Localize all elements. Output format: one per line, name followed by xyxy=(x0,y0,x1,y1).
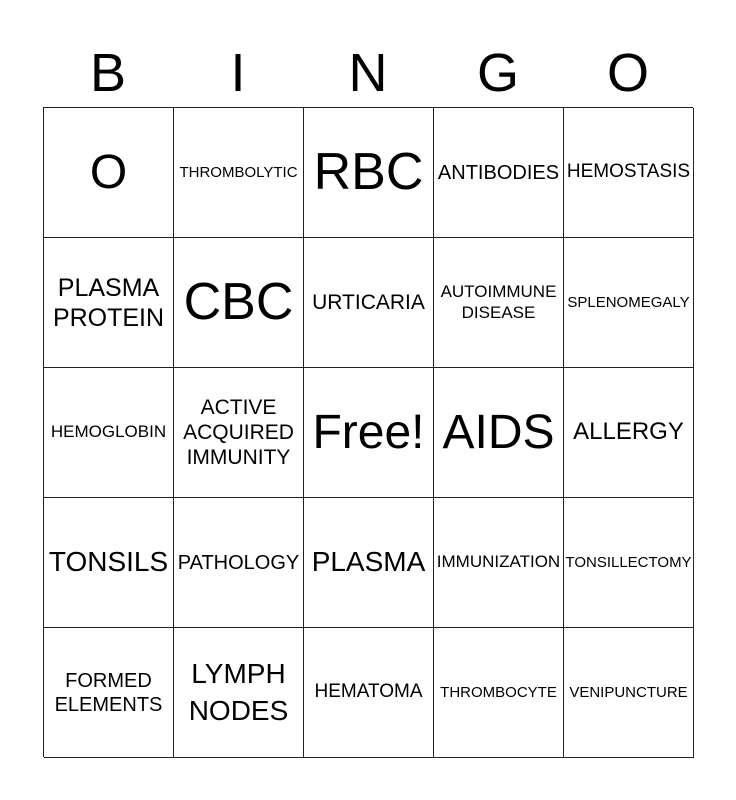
header-letter-n: N xyxy=(348,43,388,103)
bingo-cell-r4-c5[interactable]: TONSILLECTOMY xyxy=(564,498,694,628)
header-letter-b: B xyxy=(89,43,127,103)
bingo-cell-r5-c2[interactable]: LYMPH NODES xyxy=(174,628,304,758)
bingo-cell-r2-c1[interactable]: PLASMA PROTEIN xyxy=(44,238,174,368)
bingo-cell-r4-c1[interactable]: TONSILS xyxy=(44,498,174,628)
bingo-cell-r4-c2[interactable]: PATHOLOGY xyxy=(174,498,304,628)
header-letter-o: O xyxy=(606,43,649,103)
header-letter-g: G xyxy=(476,43,519,103)
bingo-cell-r1-c5[interactable]: HEMOSTASIS xyxy=(564,108,694,238)
bingo-cell-r5-c4[interactable]: THROMBOCYTE xyxy=(434,628,564,758)
bingo-cell-r2-c2[interactable]: CBC xyxy=(174,238,304,368)
header-letter-i: I xyxy=(230,43,246,103)
bingo-cell-r3-c4[interactable]: AIDS xyxy=(434,368,564,498)
bingo-cell-r2-c5[interactable]: SPLENOMEGALY xyxy=(564,238,694,368)
bingo-cell-r4-c3[interactable]: PLASMA xyxy=(304,498,434,628)
bingo-cell-r1-c4[interactable]: ANTIBODIES xyxy=(434,108,564,238)
bingo-cell-r5-c5[interactable]: VENIPUNCTURE xyxy=(564,628,694,758)
bingo-cell-r3-c5[interactable]: ALLERGY xyxy=(564,368,694,498)
bingo-cell-r1-c2[interactable]: THROMBOLYTIC xyxy=(174,108,304,238)
bingo-cell-r4-c4[interactable]: IMMUNIZATION xyxy=(434,498,564,628)
bingo-cell-r3-c1[interactable]: HEMOGLOBIN xyxy=(44,368,174,498)
bingo-cell-r3-c3-free[interactable]: Free! xyxy=(304,368,434,498)
bingo-cell-r5-c1[interactable]: FORMED ELEMENTS xyxy=(44,628,174,758)
bingo-cell-r5-c3[interactable]: HEMATOMA xyxy=(304,628,434,758)
bingo-header xyxy=(43,40,693,106)
bingo-cell-r3-c2[interactable]: ACTIVE ACQUIRED IMMUNITY xyxy=(174,368,304,498)
bingo-cell-r2-c3[interactable]: URTICARIA xyxy=(304,238,434,368)
bingo-cell-r2-c4[interactable]: AUTOIMMUNE DISEASE xyxy=(434,238,564,368)
bingo-cell-r1-c1[interactable]: O xyxy=(44,108,174,238)
bingo-cell-r1-c3[interactable]: RBC xyxy=(304,108,434,238)
bingo-board xyxy=(43,107,693,757)
